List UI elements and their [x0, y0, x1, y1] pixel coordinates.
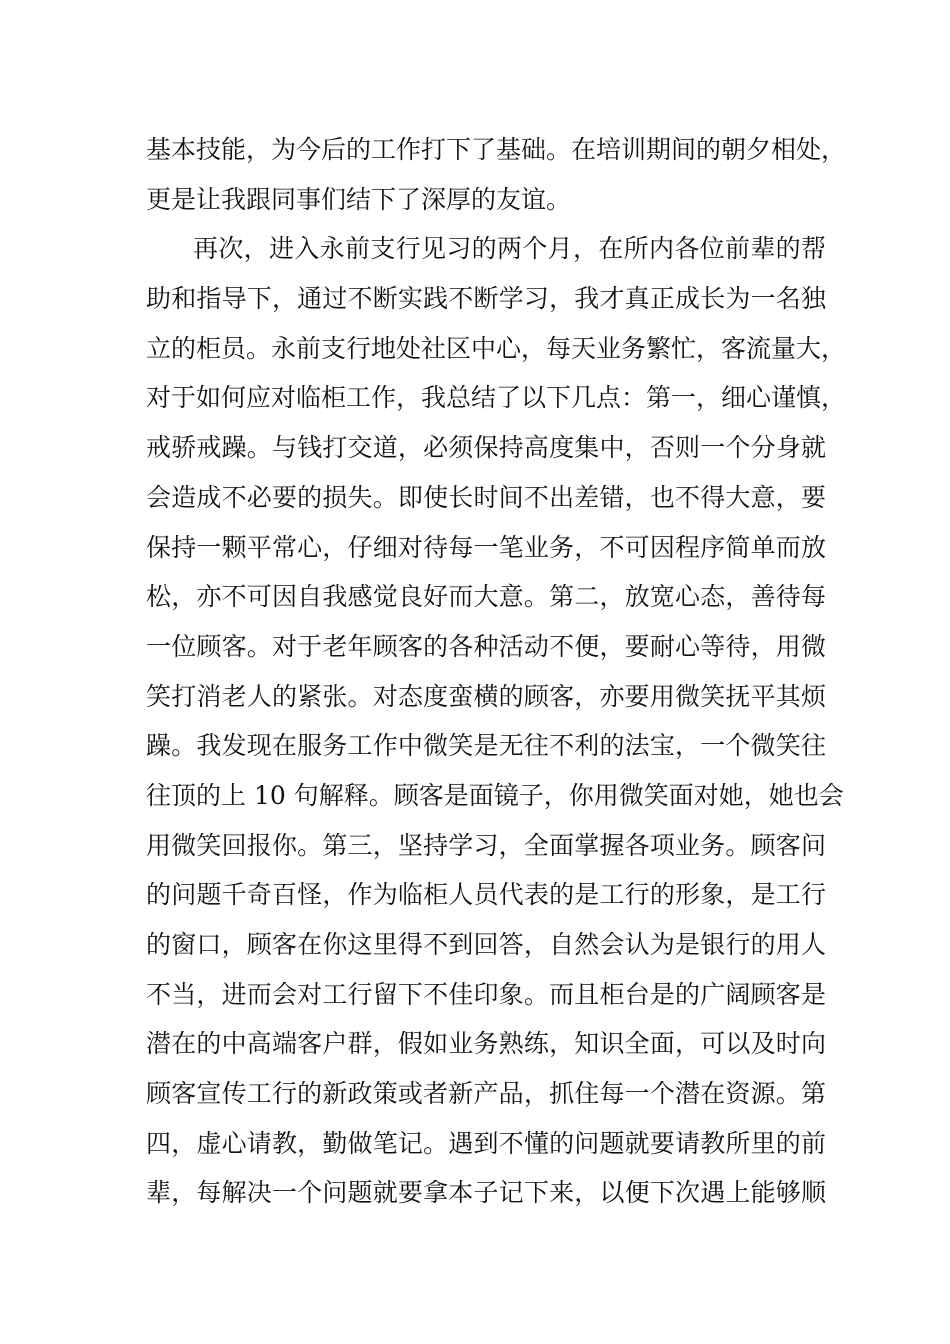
- text-line: 助和指导下，通过不断实践不断学习，我才真正成长为一名独: [146, 284, 826, 314]
- text-line: 的问题千奇百怪，作为临柜人员代表的是工行的形象，是工行: [146, 880, 826, 910]
- text-line: 不当，进而会对工行留下不佳印象。而且柜台是的广阔顾客是: [146, 979, 826, 1009]
- text-line: 躁。我发现在服务工作中微笑是无往不利的法宝，一个微笑往: [146, 731, 826, 761]
- body-text: [146, 125, 847, 1218]
- text-line: 更是让我跟同事们结下了深厚的友谊。: [146, 184, 572, 214]
- text-line: 顾客宣传工行的新政策或者新产品，抓住每一个潜在资源。第: [146, 1079, 826, 1109]
- text-line: 的窗口，顾客在你这里得不到回答，自然会认为是银行的用人: [146, 930, 826, 959]
- text-line: 潜在的中高端客户群，假如业务熟练，知识全面，可以及时向: [146, 1029, 826, 1059]
- text-line: 会造成不必要的损失。即使长时间不出差错，也不得大意，要: [146, 482, 826, 512]
- text-line: 保持一颗平常心，仔细对待每一笔业务，不可因程序简单而放: [146, 532, 826, 562]
- text-line: 立的柜员。永前支行地处社区中心，每天业务繁忙，客流量大，: [146, 333, 847, 363]
- text-line: 用微笑回报你。第三，坚持学习，全面掌握各项业务。顾客问: [146, 830, 826, 860]
- text-line: 一位顾客。对于老年顾客的各种活动不便，要耐心等待，用微: [146, 631, 826, 661]
- text-line: 基本技能，为今后的工作打下了基础。在培训期间的朝夕相处，: [146, 135, 847, 164]
- text-line: 对于如何应对临柜工作，我总结了以下几点：第一，细心谨慎，: [146, 383, 847, 413]
- text-line: 笑打消老人的紧张。对态度蛮横的顾客，亦要用微笑抚平其烦: [146, 681, 826, 711]
- text-line: 戒骄戒躁。与钱打交道，必须保持高度集中，否则一个分身就: [146, 433, 826, 463]
- text-line: 辈，每解决一个问题就要拿本子记下来，以便下次遇上能够顺: [146, 1178, 826, 1208]
- text-line: 四，虚心请教，勤做笔记。遇到不懂的问题就要请教所里的前: [146, 1128, 826, 1158]
- text-line: 松，亦不可因自我感觉良好而大意。第二，放宽心态，善待每: [146, 582, 826, 612]
- text-line: 往顶的上 10 句解释。顾客是面镜子，你用微笑面对她，她也会: [146, 780, 844, 810]
- text-line: 再次，进入永前支行见习的两个月，在所内各位前辈的帮: [193, 234, 826, 264]
